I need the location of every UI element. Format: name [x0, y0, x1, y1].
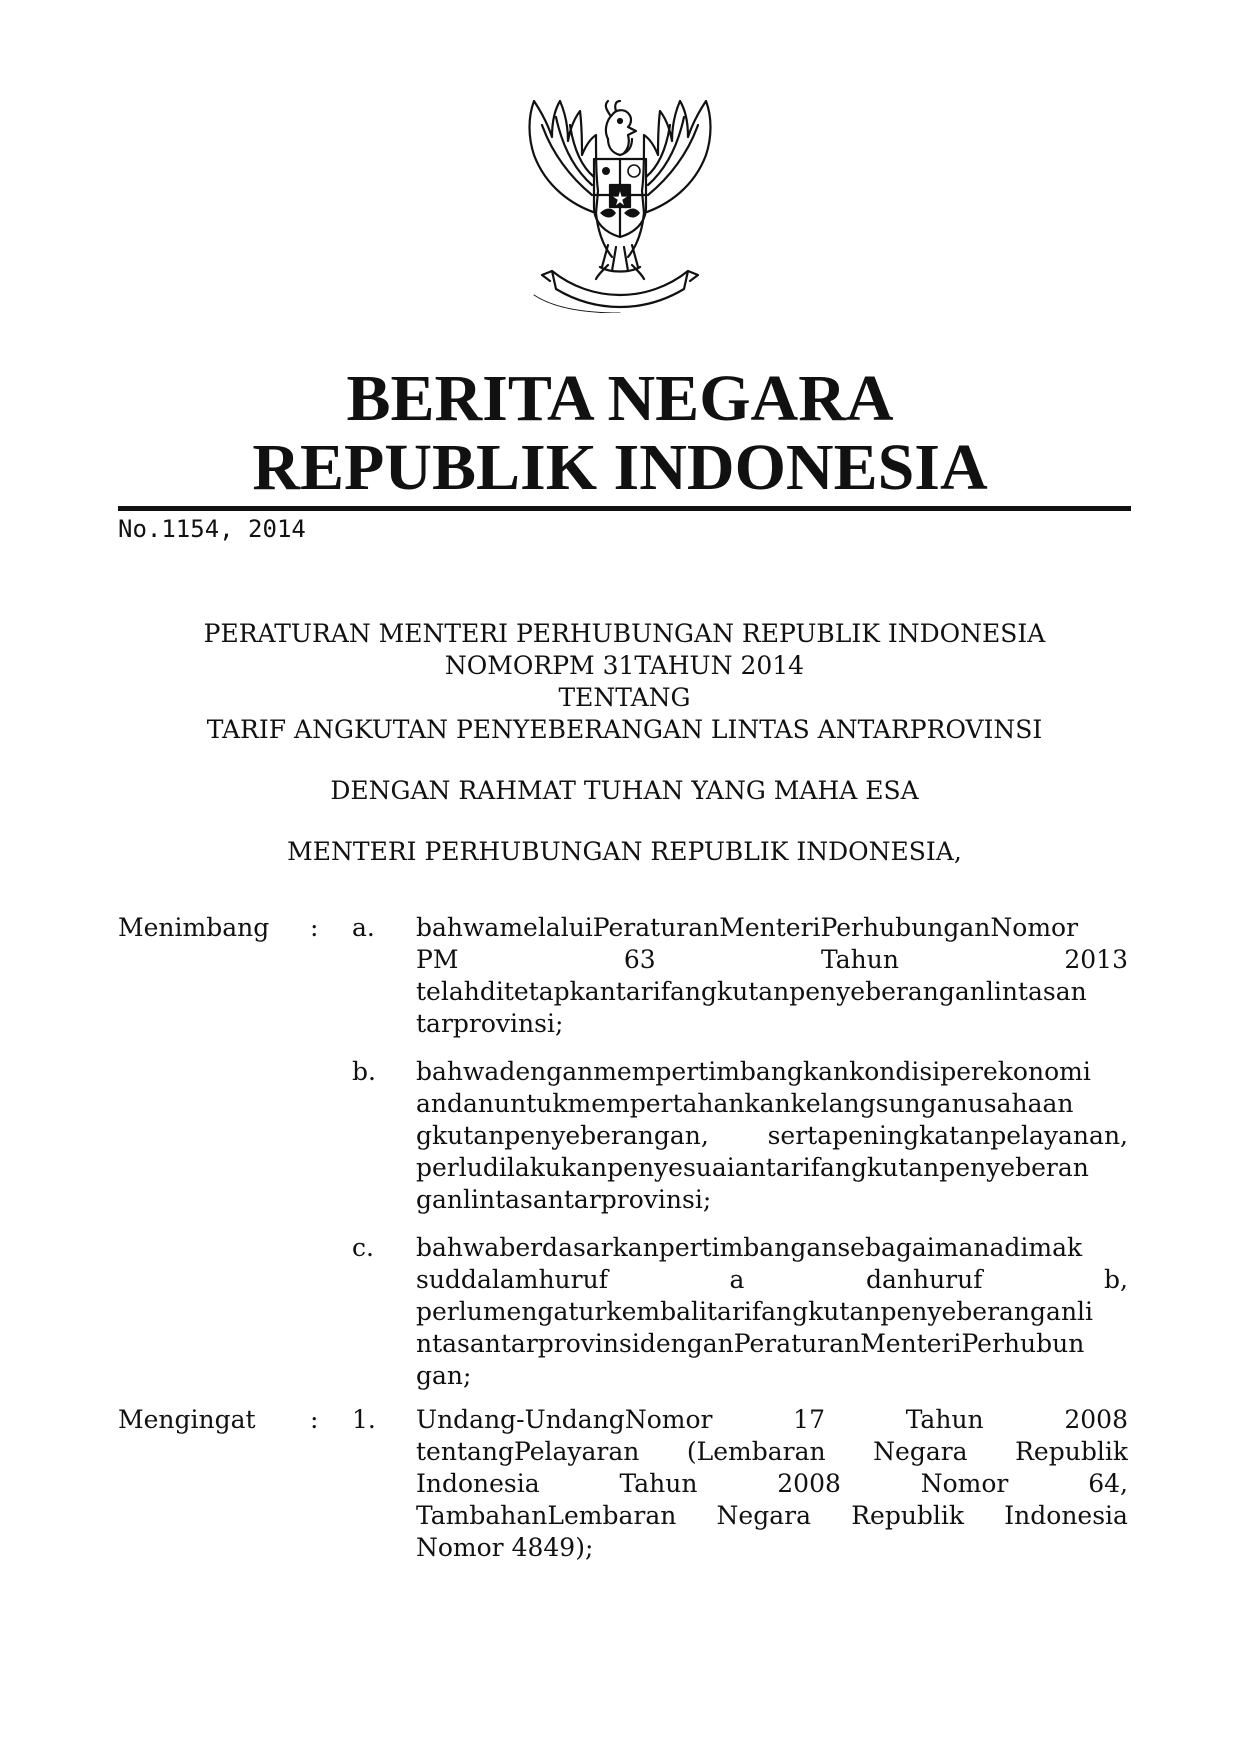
- item-line-justified: [416, 1500, 1128, 1532]
- item-line-justified: [416, 1404, 1128, 1436]
- word: (Lembaran: [686, 1437, 826, 1466]
- menimbang-label: Menimbang: [118, 913, 270, 942]
- item-line: bahwaberdasarkanpertimbangansebagaimanadimak: [416, 1233, 1083, 1262]
- word: Negara: [716, 1501, 811, 1530]
- mengingat-colon: :: [310, 1405, 319, 1434]
- item-line: gan;: [416, 1361, 472, 1390]
- menimbang-item-b: [416, 1056, 1128, 1216]
- word: Nomor: [920, 1469, 1009, 1498]
- word: Tahun: [821, 945, 899, 974]
- menimbang-colon: :: [310, 913, 319, 942]
- word: 2008: [777, 1469, 841, 1498]
- item-line: Nomor 4849);: [416, 1533, 594, 1562]
- item-line-justified: [416, 1468, 1128, 1500]
- word: b,: [1104, 1265, 1128, 1294]
- mengingat-marker-1: 1.: [352, 1405, 376, 1434]
- word: a: [729, 1265, 745, 1294]
- item-line: telahditetapkantarifangkutanpenyeberanganlintasan: [416, 977, 1087, 1006]
- item-line-justified: [416, 1120, 1128, 1152]
- menimbang-marker-a: a.: [352, 913, 375, 942]
- item-line: andanuntukmempertahankankelangsunganusahaan: [416, 1089, 1074, 1118]
- mengingat-label: Mengingat: [118, 1405, 256, 1434]
- menimbang-item-a: [416, 912, 1128, 1040]
- word: Indonesia: [1004, 1501, 1128, 1530]
- item-line: ganlintasantarprovinsi;: [416, 1185, 712, 1214]
- item-line: bahwamelaluiPeraturanMenteriPerhubunganNomor: [416, 913, 1079, 942]
- menimbang-marker-c: c.: [352, 1233, 374, 1262]
- regulation-title: PERATURAN MENTERI PERHUBUNGAN REPUBLIK INDONESIA: [203, 619, 1046, 648]
- item-line-justified: [416, 1264, 1128, 1296]
- menimbang-marker-b: b.: [352, 1057, 376, 1086]
- word: TambahanLembaran: [416, 1501, 677, 1530]
- word: danhuruf: [865, 1265, 983, 1294]
- word: 64,: [1088, 1469, 1128, 1498]
- item-line: bahwadenganmempertimbangkankondisiperekonomi: [416, 1057, 1091, 1086]
- word: 63: [623, 945, 656, 974]
- word: suddalamhuruf: [416, 1265, 608, 1294]
- regulation-subject: TARIF ANGKUTAN PENYEBERANGAN LINTAS ANTARPROVINSI: [206, 715, 1043, 744]
- word: tentangPelayaran: [416, 1437, 640, 1466]
- word: Undang-UndangNomor: [416, 1405, 713, 1434]
- masthead-divider: [118, 506, 1131, 511]
- preamble-issuer: MENTERI PERHUBUNGAN REPUBLIK INDONESIA,: [287, 837, 962, 866]
- word: Tahun: [905, 1405, 984, 1434]
- word: Republik: [1015, 1437, 1128, 1466]
- item-line-justified: [416, 944, 1128, 976]
- mengingat-item-1: [416, 1404, 1128, 1564]
- menimbang-item-c: [416, 1232, 1128, 1392]
- word: Indonesia: [416, 1469, 540, 1498]
- regulation-number: NOMORPM 31TAHUN 2014: [444, 651, 805, 680]
- word: gkutanpenyeberangan,: [416, 1121, 709, 1150]
- word: Tahun: [619, 1469, 698, 1498]
- word: Negara: [873, 1437, 968, 1466]
- word: sertapeningkatanpelayanan,: [767, 1121, 1128, 1150]
- publication-number: No.1154, 2014: [118, 515, 306, 543]
- word: 17: [793, 1405, 825, 1434]
- word: 2008: [1064, 1405, 1128, 1434]
- item-line: perludilakukanpenyesuaiantarifangkutanpenyeberan: [416, 1153, 1089, 1182]
- masthead-subtitle: REPUBLIK INDONESIA: [252, 431, 988, 504]
- item-line: tarprovinsi;: [416, 1009, 564, 1038]
- masthead-title: BERITA NEGARA: [346, 362, 894, 435]
- garuda-emblem-icon: [512, 95, 728, 313]
- word: 2013: [1064, 945, 1128, 974]
- word: Republik: [851, 1501, 965, 1530]
- item-line-justified: [416, 1436, 1128, 1468]
- item-line: perlumengaturkembalitarifangkutanpenyeberanganli: [416, 1297, 1094, 1326]
- word: PM: [416, 945, 459, 974]
- preamble-blessing: DENGAN RAHMAT TUHAN YANG MAHA ESA: [330, 776, 919, 805]
- item-line: ntasantarprovinsidenganPeraturanMenteriPerhubun: [416, 1329, 1085, 1358]
- regulation-about-label: TENTANG: [558, 683, 691, 712]
